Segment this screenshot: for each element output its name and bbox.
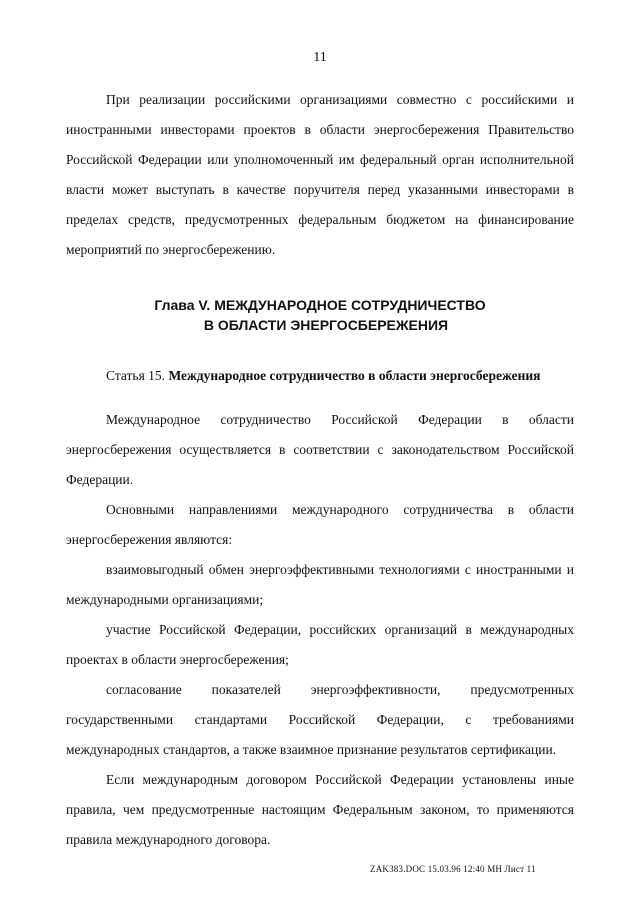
page-number: 11 [313, 50, 327, 65]
paragraph-guarantor: При реализации российскими организациями совместно с российскими и иностранными инвесторами проектов в области энергосбережения Правительство Российской Федерации или уполномоченный им федеральный орган исполнительной власти может выступать в качестве поручителя перед указанными инвесторами в пределах средств, предусмотренных федеральным бюджетом на финансирование мероприятий по энергосбережению. [66, 92, 574, 257]
chapter-heading-line-1: Глава V. МЕЖДУНАРОДНОЕ СОТРУДНИЧЕСТВО [154, 297, 486, 313]
article-title: Международное сотрудничество в области энергосбережения [168, 368, 541, 383]
document-footer: ZAK383.DOC 15.03.96 12:40 МН Лист 11 [370, 864, 536, 874]
chapter-heading-line-2: В ОБЛАСТИ ЭНЕРГОСБЕРЕЖЕНИЯ [203, 317, 449, 333]
paragraph-cooperation: Международное сотрудничество Российской Федерации в области энергосбережения осуществляется в соответствии с законодательством Российской Федерации. [66, 412, 574, 487]
document-body [66, 85, 574, 855]
list-item-technology-exchange: взаимовыгодный обмен энергоэффективными технологиями с иностранными и международными организациями; [66, 562, 574, 607]
chapter-heading [66, 295, 574, 335]
paragraph-international-treaty: Если международным договором Российской Федерации установлены иные правила, чем предусмотренные настоящим Федеральным законом, то применяются правила международного договора. [66, 772, 574, 847]
list-item-standards-harmonization: согласование показателей энергоэффективности, предусмотренных государственными стандартами Российской Федерации, с требованиями международных стандартов, а также взаимное признание результатов сертификации. [66, 682, 574, 757]
article-heading [66, 361, 574, 391]
list-item-project-participation: участие Российской Федерации, российских организаций в международных проектах в области энергосбережения; [66, 622, 574, 667]
paragraph-directions-intro: Основными направлениями международного сотрудничества в области энергосбережения являются: [66, 502, 574, 547]
article-label: Статья 15. [106, 368, 166, 383]
